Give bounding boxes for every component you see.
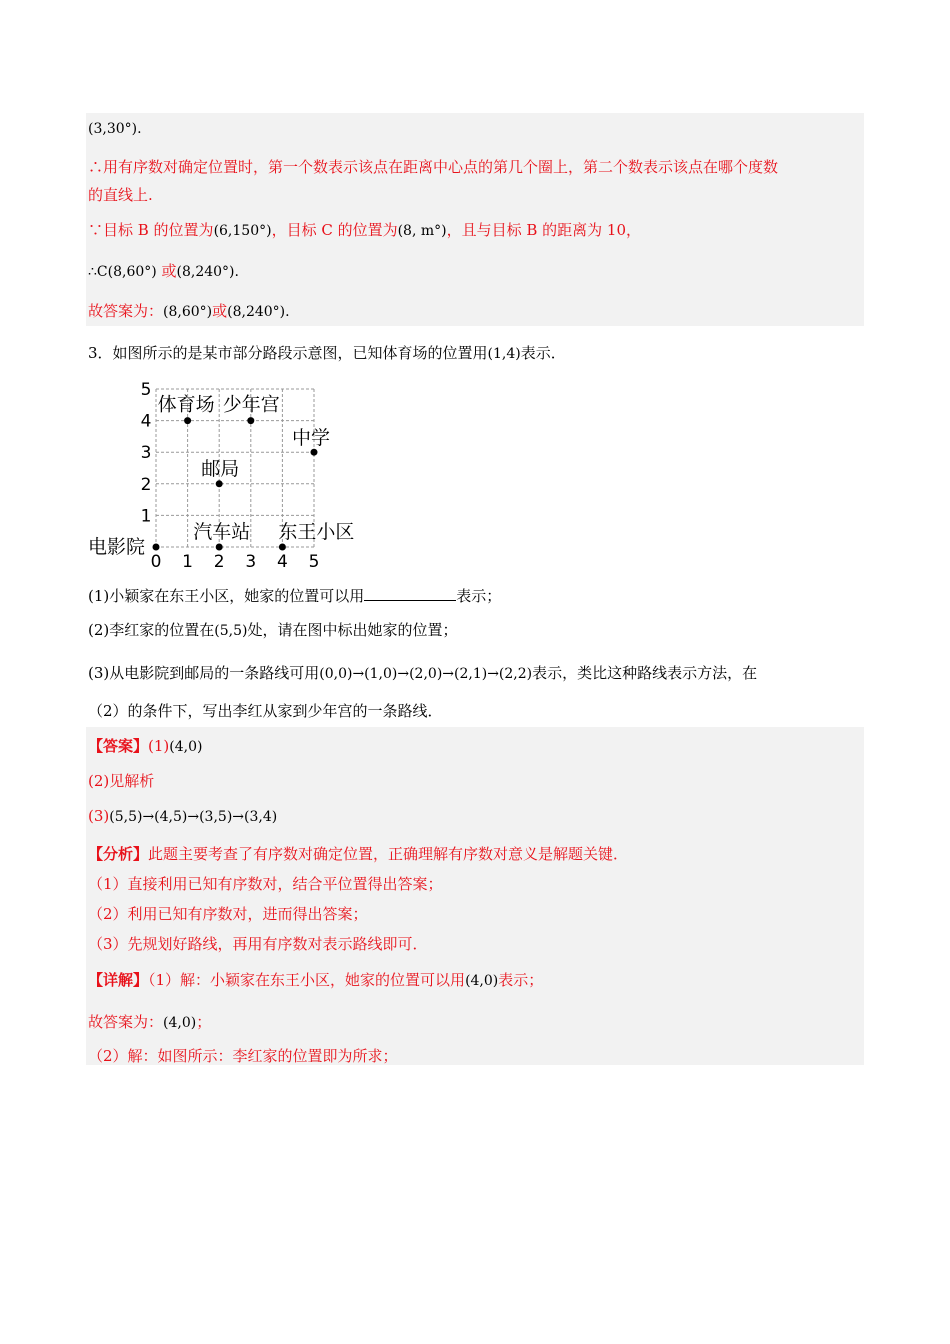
y-tick-label: 1 bbox=[140, 506, 152, 527]
answer-line-3 bbox=[88, 806, 277, 827]
y-tick-label: 4 bbox=[140, 411, 152, 432]
coordinate: ∴C(8,60°) bbox=[88, 264, 157, 280]
detail-line-2 bbox=[88, 1012, 211, 1033]
text: 表示，类比这种路线表示方法，在 bbox=[532, 664, 758, 682]
detail-label: 【详解】 bbox=[88, 971, 149, 989]
coordinate: (4,0) bbox=[163, 1015, 197, 1031]
place-label: 中学 bbox=[292, 427, 331, 450]
x-tick-label: 1 bbox=[182, 552, 194, 572]
road-map-grid bbox=[80, 375, 380, 575]
prev-line-1 bbox=[88, 118, 142, 139]
y-tick-label: 2 bbox=[140, 474, 152, 495]
text: (3) bbox=[88, 807, 110, 825]
prev-line-3 bbox=[88, 220, 641, 241]
route: (5,5)→(4,5)→(3,5)→(3,4) bbox=[109, 809, 278, 825]
text: 故答案为： bbox=[88, 1013, 164, 1031]
coordinate: (4,0) bbox=[465, 973, 499, 989]
place-label: 电影院 bbox=[88, 536, 146, 558]
answer-line-1 bbox=[88, 736, 202, 757]
detail-line-3: （2）解：如图所示：李红家的位置即为所求； bbox=[88, 1047, 398, 1065]
question-part-1 bbox=[88, 584, 501, 606]
question-part-3 bbox=[88, 663, 757, 684]
analysis-line-3: （2）利用已知有序数对，进而得出答案； bbox=[88, 905, 368, 923]
text: (1) bbox=[148, 737, 170, 755]
coordinate: (8,60°) bbox=[163, 304, 213, 320]
coordinate: (8,240°). bbox=[227, 304, 290, 320]
x-tick-label: 0 bbox=[150, 552, 162, 572]
place-dot bbox=[153, 544, 160, 551]
answer-line-2: (2)见解析 bbox=[88, 772, 155, 790]
text: 表示． bbox=[520, 344, 566, 362]
coordinate: (8, m°) bbox=[397, 223, 447, 239]
x-tick-label: 3 bbox=[245, 552, 257, 572]
analysis-line-2: （1）直接利用已知有序数对，结合平位置得出答案； bbox=[88, 875, 443, 893]
text: ，且与目标 B 的距离为 10， bbox=[446, 221, 642, 239]
question-stem bbox=[88, 343, 566, 364]
place-dot bbox=[279, 544, 286, 551]
text: ； bbox=[196, 1013, 212, 1031]
y-tick-label: 5 bbox=[140, 380, 152, 400]
question-part-2 bbox=[88, 620, 457, 641]
route: (0,0)→(1,0)→(2,0)→(2,1)→(2,2) bbox=[319, 666, 533, 682]
prev-line-2b: 的直线上. bbox=[88, 186, 153, 204]
place-label: 体育场 bbox=[157, 393, 215, 416]
place-label: 邮局 bbox=[201, 457, 240, 480]
place-dot bbox=[216, 544, 223, 551]
coordinate: (5,5) bbox=[214, 623, 248, 639]
y-tick-label: 3 bbox=[140, 443, 152, 464]
prev-line-4 bbox=[88, 261, 239, 282]
place-label: 东王小区 bbox=[278, 521, 355, 543]
text: 或 bbox=[161, 262, 177, 280]
analysis-line-4: （3）先规划好路线，再用有序数对表示路线即可． bbox=[88, 935, 428, 953]
text: ，目标 C 的位置为 bbox=[271, 221, 398, 239]
coordinate: (3,30°). bbox=[88, 121, 142, 137]
prev-line-2: ∴用有序数对确定位置时，第一个数表示该点在距离中心点的第几个圈上，第二个数表示该点在哪个度数 bbox=[88, 158, 779, 176]
place-label: 汽车站 bbox=[193, 521, 251, 543]
place-dot bbox=[216, 480, 223, 487]
analysis-label: 【分析】 bbox=[88, 845, 149, 863]
x-tick-label: 5 bbox=[308, 552, 320, 572]
prev-line-5 bbox=[88, 301, 290, 322]
place-dot bbox=[247, 417, 254, 424]
text: (2)李红家的位置在 bbox=[88, 621, 215, 639]
text: ∵目标 B 的位置为 bbox=[88, 221, 214, 239]
coordinate: (4,0) bbox=[169, 739, 203, 755]
place-label: 少年宫 bbox=[222, 393, 280, 416]
question-part-3b: （2）的条件下，写出李红从家到少年宫的一条路线． bbox=[88, 702, 443, 720]
place-dot bbox=[184, 417, 191, 424]
text: (3)从电影院到邮局的一条路线可用 bbox=[88, 664, 320, 682]
x-tick-label: 2 bbox=[213, 552, 225, 572]
text: 表示； bbox=[498, 971, 544, 989]
detail-line-1 bbox=[88, 970, 543, 991]
coordinate: (1,4) bbox=[487, 346, 521, 362]
text: （1）解：小颖家在东王小区，她家的位置可以用 bbox=[148, 971, 466, 989]
text: 此题主要考查了有序数对确定位置，正确理解有序数对意义是解题关键． bbox=[148, 845, 629, 863]
place-dot bbox=[311, 449, 318, 456]
coordinate: (8,240°). bbox=[176, 264, 239, 280]
text: (1)小颖家在东王小区，她家的位置可以用 bbox=[88, 587, 365, 605]
text: 处，请在图中标出她家的位置； bbox=[247, 621, 458, 639]
analysis-line-1 bbox=[88, 844, 628, 864]
coordinate: (6,150°) bbox=[213, 223, 272, 239]
text: 3．如图所示的是某市部分路段示意图，已知体育场的位置用 bbox=[88, 344, 488, 362]
text: 表示； bbox=[456, 587, 502, 605]
text: 或 bbox=[212, 302, 228, 320]
answer-label: 【答案】 bbox=[88, 737, 149, 755]
text: 故答案为： bbox=[88, 302, 164, 320]
answer-blank bbox=[364, 584, 456, 601]
x-tick-label: 4 bbox=[276, 552, 288, 572]
